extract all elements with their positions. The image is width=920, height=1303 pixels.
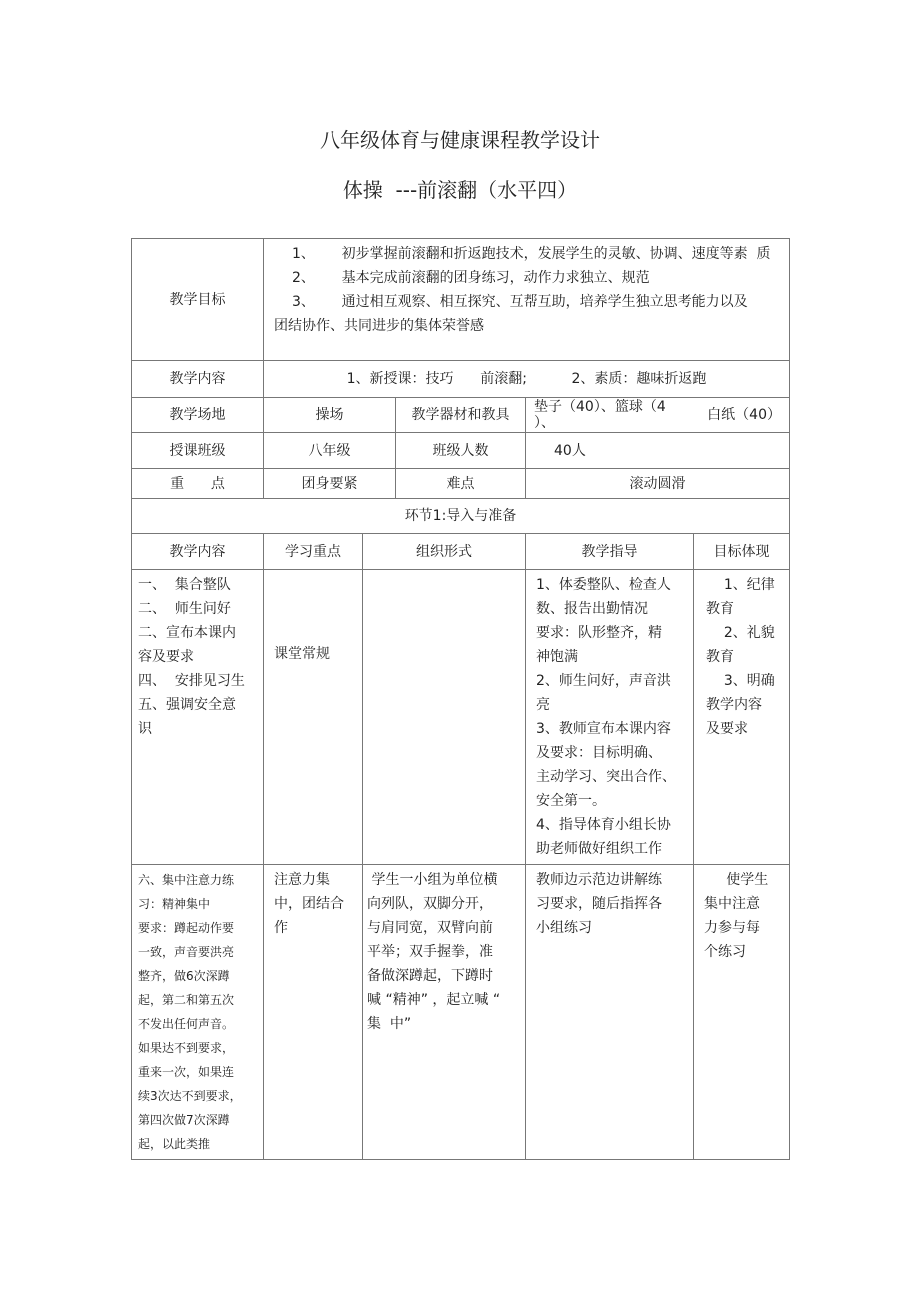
guidance-line: 及要求：目标明确、 <box>536 745 662 761</box>
document-title: 八年级体育与健康课程教学设计 <box>320 128 600 152</box>
content-line: 续3次达不到要求， <box>138 1089 242 1103</box>
content-line: 要求：蹲起动作要 <box>138 921 235 935</box>
content-line: 识 <box>138 721 152 737</box>
goal-line: 2、 基本完成前滚翻的团身练习，动作力求独立、规范 <box>292 270 650 286</box>
row1-organization <box>363 570 526 865</box>
content-line: 二、宣布本课内 <box>138 625 236 641</box>
section-table <box>131 533 790 1160</box>
goal-line: 1、 初步掌握前滚翻和折返跑技术，发展学生的灵敏、协调、速度等素 质 <box>292 246 771 262</box>
content-line: 重来一次，如果连 <box>138 1065 235 1079</box>
content-line: 容及要求 <box>138 649 194 665</box>
content-line: 如果达不到要求， <box>138 1041 235 1055</box>
venue-label: 教学场地 <box>132 398 264 433</box>
target-line: 2、礼貌 <box>706 625 775 641</box>
guidance-line: 3、教师宣布本课内容 <box>536 721 671 737</box>
content-line: 不发出任何声音。 <box>138 1017 235 1031</box>
content-line: 习：精神集中 <box>138 897 211 911</box>
equipment-value-b: ）、 <box>534 415 555 431</box>
content-label: 教学内容 <box>132 361 264 398</box>
goal-label: 教学目标 <box>132 239 264 361</box>
organization-line: 平举；双手握拳，准 <box>367 944 493 960</box>
organization-line: 备做深蹲起，下蹲时 <box>367 968 493 984</box>
content-line: 五、强调安全意 <box>138 697 236 713</box>
target-line: 及要求 <box>706 721 748 737</box>
organization-line: 学生一小组为单位横 <box>367 872 498 888</box>
row2-target <box>694 865 790 1160</box>
guidance-line: 4、指导体育小组长协 <box>536 817 671 833</box>
content-line: 第四次做7次深蹲 <box>138 1113 230 1127</box>
header-target: 目标体现 <box>694 534 790 570</box>
row1-guidance <box>526 570 694 865</box>
target-line: 个练习 <box>704 944 746 960</box>
guidance-line: 数、报告出勤情况 <box>536 601 648 617</box>
key-label: 重 点 <box>132 469 264 499</box>
section-title: 环节1:导入与准备 <box>132 499 790 534</box>
target-line: 力参与每 <box>704 920 760 936</box>
class-value: 八年级 <box>264 433 396 469</box>
content-line: 整齐，做6次深蹲 <box>138 969 230 983</box>
focus-line: 中，团结合 <box>274 896 344 912</box>
goal-cell <box>264 239 790 361</box>
key-value: 团身要紧 <box>264 469 396 499</box>
row2-content <box>132 865 264 1160</box>
guidance-line: 小组练习 <box>536 920 592 936</box>
target-line: 教育 <box>706 649 734 665</box>
organization-line: 与肩同宽，双臂向前 <box>367 920 493 936</box>
row2-focus <box>264 865 363 1160</box>
venue-value: 操场 <box>264 398 396 433</box>
row1-target <box>694 570 790 865</box>
equipment-value <box>526 398 790 433</box>
guidance-line: 1、体委整队、检查人 <box>536 577 671 593</box>
equipment-value-c: 白纸（40） <box>707 407 781 423</box>
guidance-line: 教师边示范边讲解练 <box>536 872 662 888</box>
content-line: 六、集中注意力练 <box>138 873 235 887</box>
guidance-line: 2、师生问好，声音洪 <box>536 673 671 689</box>
difficulty-value: 滚动圆滑 <box>526 469 790 499</box>
target-line: 3、明确 <box>706 673 775 689</box>
row2-guidance <box>526 865 694 1160</box>
row1-content <box>132 570 264 865</box>
content-line: 一、 集合整队 <box>138 577 231 593</box>
guidance-line: 亮 <box>536 697 550 713</box>
goal-line: 团结协作、共同进步的集体荣誉感 <box>274 318 484 334</box>
header-content: 教学内容 <box>132 534 264 570</box>
goal-line: 3、 通过相互观察、相互探究、互帮互助，培养学生独立思考能力以及 <box>292 294 748 310</box>
content-value: 1、新授课：技巧 前滚翻; 2、素质：趣味折返跑 <box>264 361 790 398</box>
content-line: 起，第二和第五次 <box>138 993 235 1007</box>
guidance-line: 习要求，随后指挥各 <box>536 896 662 912</box>
header-guidance: 教学指导 <box>526 534 694 570</box>
focus-line: 课堂常规 <box>274 646 330 662</box>
target-line: 使学生 <box>704 872 769 888</box>
organization-line: 喊 “精神” ，起立喊 “ <box>367 992 501 1008</box>
equipment-value-a: 垫子（40）、篮球（4 <box>534 399 666 415</box>
organization-line: 集 中” <box>367 1016 412 1032</box>
target-line: 1、纪律 <box>706 577 775 593</box>
guidance-line: 安全第一。 <box>536 793 606 809</box>
row1-focus <box>264 570 363 865</box>
target-line: 集中注意 <box>704 896 760 912</box>
content-line: 四、 安排见习生 <box>138 673 245 689</box>
guidance-line: 主动学习、突出合作、 <box>536 769 676 785</box>
header-focus: 学习重点 <box>264 534 363 570</box>
row2-organization <box>363 865 526 1160</box>
content-line: 一致，声音要洪亮 <box>138 945 235 959</box>
content-line: 二、 师生问好 <box>138 601 231 617</box>
difficulty-label: 难点 <box>396 469 526 499</box>
target-line: 教学内容 <box>706 697 762 713</box>
focus-line: 注意力集 <box>274 872 330 888</box>
content-line: 起，以此类推 <box>138 1137 211 1151</box>
guidance-line: 助老师做好组织工作 <box>536 841 662 857</box>
info-table <box>131 238 790 534</box>
count-value: 40人 <box>526 433 790 469</box>
class-label: 授课班级 <box>132 433 264 469</box>
guidance-line: 神饱满 <box>536 649 578 665</box>
target-line: 教育 <box>706 601 734 617</box>
focus-line: 作 <box>274 920 288 936</box>
count-label: 班级人数 <box>396 433 526 469</box>
equipment-label: 教学器材和教具 <box>396 398 526 433</box>
guidance-line: 要求：队形整齐，精 <box>536 625 662 641</box>
header-organization: 组织形式 <box>363 534 526 570</box>
document-subtitle: 体操 ---前滚翻（水平四） <box>342 178 578 202</box>
organization-line: 向列队，双脚分开， <box>367 896 493 912</box>
